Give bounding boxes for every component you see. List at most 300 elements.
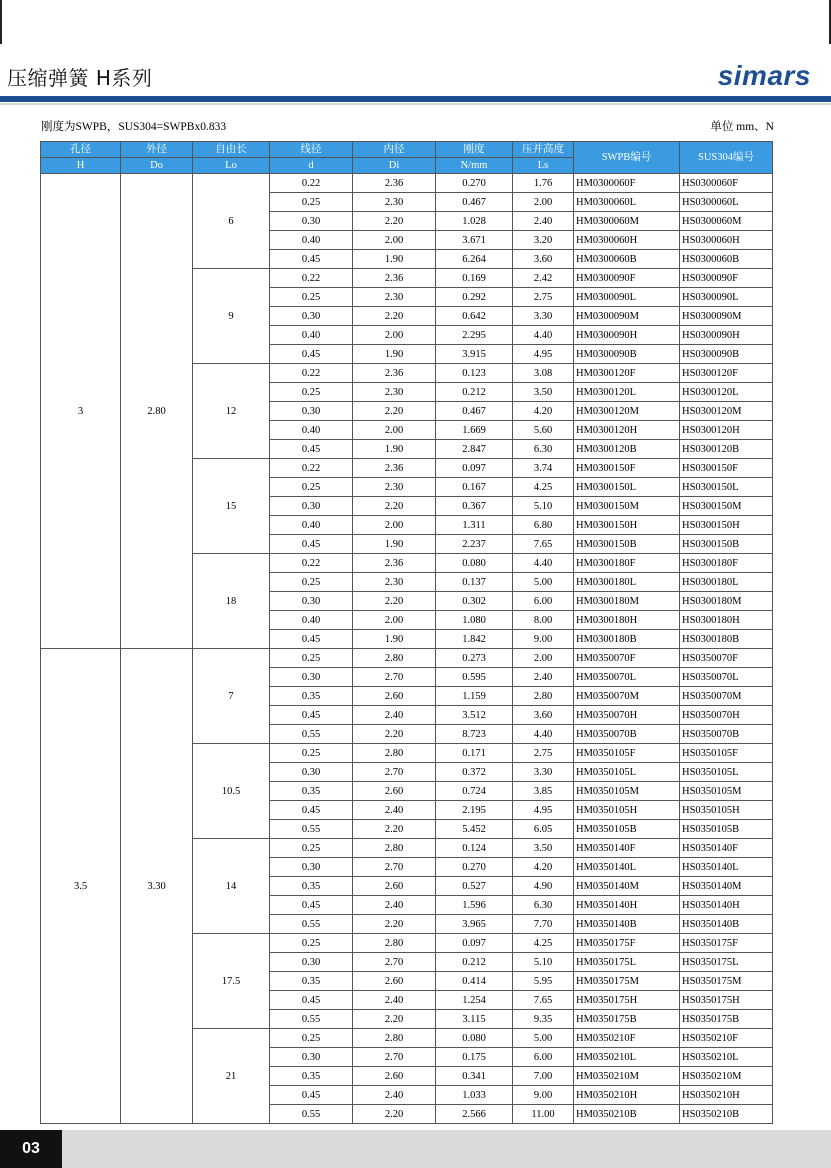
cell-stiffness: 1.159 [436,687,513,706]
cell-swpb-code: HM0300150H [574,516,680,535]
cell-solid-height-ls: 4.25 [513,934,574,953]
cell-inner-di: 2.36 [353,554,436,573]
cell-stiffness: 0.171 [436,744,513,763]
cell-wire-d: 0.35 [270,972,353,991]
cell-stiffness: 0.137 [436,573,513,592]
cell-free-length: 21 [193,1029,270,1124]
cell-swpb-code: HM0350140B [574,915,680,934]
cell-wire-d: 0.25 [270,193,353,212]
cell-sus304-code: HS0350210B [680,1105,773,1124]
cell-stiffness: 0.292 [436,288,513,307]
cell-inner-di: 2.80 [353,744,436,763]
cell-wire-d: 0.25 [270,1029,353,1048]
cell-stiffness: 1.596 [436,896,513,915]
cell-swpb-code: HM0350140L [574,858,680,877]
page-number: 03 [0,1130,62,1168]
cell-wire-d: 0.45 [270,991,353,1010]
cell-sus304-code: HS0350210F [680,1029,773,1048]
cell-swpb-code: HM0300090B [574,345,680,364]
cell-wire-d: 0.22 [270,554,353,573]
header-ls: Ls [513,158,574,174]
cell-sus304-code: HS0300090B [680,345,773,364]
cell-solid-height-ls: 3.30 [513,307,574,326]
cell-inner-di: 2.30 [353,288,436,307]
cell-inner-di: 2.36 [353,364,436,383]
cell-wire-d: 0.45 [270,1086,353,1105]
cell-inner-di: 2.70 [353,763,436,782]
cell-inner-di: 2.70 [353,858,436,877]
cell-inner-di: 1.90 [353,630,436,649]
cell-sus304-code: HS0300090M [680,307,773,326]
cell-inner-di: 2.70 [353,668,436,687]
cell-sus304-code: HS0350105H [680,801,773,820]
cell-wire-d: 0.30 [270,1048,353,1067]
cell-outer-diameter: 2.80 [121,174,193,649]
cell-swpb-code: HM0350105M [574,782,680,801]
cell-swpb-code: HM0350210L [574,1048,680,1067]
cell-stiffness: 0.175 [436,1048,513,1067]
footer-bar [0,1130,831,1168]
cell-stiffness: 0.212 [436,953,513,972]
cell-sus304-code: HS0300150L [680,478,773,497]
cell-inner-di: 2.60 [353,687,436,706]
header-d: d [270,158,353,174]
cell-stiffness: 0.080 [436,554,513,573]
cell-wire-d: 0.25 [270,573,353,592]
cell-inner-di: 2.40 [353,991,436,1010]
cell-solid-height-ls: 4.40 [513,326,574,345]
cell-sus304-code: HS0350210H [680,1086,773,1105]
cell-sus304-code: HS0300150H [680,516,773,535]
cell-solid-height-ls: 4.25 [513,478,574,497]
cell-wire-d: 0.30 [270,763,353,782]
cell-inner-di: 2.80 [353,839,436,858]
cell-solid-height-ls: 4.40 [513,725,574,744]
cell-solid-height-ls: 4.20 [513,858,574,877]
cell-swpb-code: HM0300090M [574,307,680,326]
cell-stiffness: 0.270 [436,174,513,193]
cell-inner-di: 2.36 [353,174,436,193]
cell-wire-d: 0.30 [270,953,353,972]
cell-inner-di: 2.20 [353,915,436,934]
cell-wire-d: 0.45 [270,250,353,269]
cell-solid-height-ls: 3.20 [513,231,574,250]
cell-swpb-code: HM0300120F [574,364,680,383]
cell-sus304-code: HS0300150M [680,497,773,516]
cell-stiffness: 6.264 [436,250,513,269]
cell-stiffness: 0.642 [436,307,513,326]
cell-sus304-code: HS0350140M [680,877,773,896]
cell-hole-diameter: 3 [41,174,121,649]
cell-free-length: 18 [193,554,270,649]
cell-solid-height-ls: 4.40 [513,554,574,573]
cell-solid-height-ls: 2.40 [513,212,574,231]
cell-stiffness: 1.842 [436,630,513,649]
cell-swpb-code: HM0350140M [574,877,680,896]
cell-free-length: 12 [193,364,270,459]
cell-sus304-code: HS0350070H [680,706,773,725]
spring-spec-table [40,141,773,1124]
header-divider [0,96,831,102]
cell-free-length: 17.5 [193,934,270,1029]
cell-stiffness: 3.915 [436,345,513,364]
cell-inner-di: 2.20 [353,212,436,231]
cell-solid-height-ls: 3.85 [513,782,574,801]
cell-stiffness: 0.367 [436,497,513,516]
header-h: H [41,158,121,174]
cell-stiffness: 0.467 [436,402,513,421]
cell-stiffness: 2.566 [436,1105,513,1124]
cell-stiffness: 0.270 [436,858,513,877]
cell-stiffness: 0.169 [436,269,513,288]
table-body [41,174,773,1124]
cell-stiffness: 0.302 [436,592,513,611]
header-do: Do [121,158,193,174]
cell-wire-d: 0.22 [270,364,353,383]
cell-wire-d: 0.25 [270,744,353,763]
cell-stiffness: 0.212 [436,383,513,402]
cell-sus304-code: HS0300090H [680,326,773,345]
cell-stiffness: 0.527 [436,877,513,896]
cell-sus304-code: HS0300090L [680,288,773,307]
cell-solid-height-ls: 5.10 [513,497,574,516]
cell-sus304-code: HS0350070B [680,725,773,744]
cell-inner-di: 2.70 [353,953,436,972]
cell-swpb-code: HM0350210B [574,1105,680,1124]
cell-inner-di: 2.20 [353,725,436,744]
cell-sus304-code: HS0350105L [680,763,773,782]
cell-inner-di: 2.30 [353,193,436,212]
cell-sus304-code: HS0300060M [680,212,773,231]
cell-inner-di: 2.20 [353,1010,436,1029]
cell-inner-di: 2.20 [353,592,436,611]
cell-solid-height-ls: 7.65 [513,535,574,554]
cell-wire-d: 0.40 [270,516,353,535]
cell-inner-di: 2.20 [353,497,436,516]
cell-wire-d: 0.55 [270,725,353,744]
cell-swpb-code: HM0300180B [574,630,680,649]
cell-solid-height-ls: 6.30 [513,896,574,915]
table-row [41,649,773,668]
cell-swpb-code: HM0300180F [574,554,680,573]
cell-stiffness: 2.195 [436,801,513,820]
cell-stiffness: 0.595 [436,668,513,687]
cell-stiffness: 5.452 [436,820,513,839]
cell-wire-d: 0.30 [270,858,353,877]
header-outer-diameter: 外径 [121,142,193,158]
cell-solid-height-ls: 6.05 [513,820,574,839]
cell-swpb-code: HM0350070F [574,649,680,668]
cell-inner-di: 2.00 [353,516,436,535]
cell-sus304-code: HS0350210M [680,1067,773,1086]
cell-solid-height-ls: 1.76 [513,174,574,193]
cell-sus304-code: HS0300120H [680,421,773,440]
cell-inner-di: 1.90 [353,250,436,269]
cell-sus304-code: HS0300180B [680,630,773,649]
cell-wire-d: 0.30 [270,497,353,516]
cell-stiffness: 0.080 [436,1029,513,1048]
cell-stiffness: 0.724 [436,782,513,801]
cell-swpb-code: HM0350175M [574,972,680,991]
cell-inner-di: 2.60 [353,972,436,991]
cell-swpb-code: HM0350070B [574,725,680,744]
cell-stiffness: 8.723 [436,725,513,744]
cell-sus304-code: HS0300150F [680,459,773,478]
cell-wire-d: 0.40 [270,326,353,345]
cell-inner-di: 1.90 [353,535,436,554]
cell-swpb-code: HM0350140F [574,839,680,858]
cell-stiffness: 1.311 [436,516,513,535]
cell-stiffness: 2.847 [436,440,513,459]
cell-swpb-code: HM0300150L [574,478,680,497]
cell-solid-height-ls: 3.50 [513,383,574,402]
cell-swpb-code: HM0350175F [574,934,680,953]
cell-wire-d: 0.25 [270,934,353,953]
cell-solid-height-ls: 9.00 [513,630,574,649]
cell-inner-di: 2.80 [353,934,436,953]
cell-free-length: 10.5 [193,744,270,839]
cell-solid-height-ls: 4.20 [513,402,574,421]
cell-wire-d: 0.55 [270,1105,353,1124]
cell-free-length: 15 [193,459,270,554]
cell-sus304-code: HS0350070M [680,687,773,706]
cell-swpb-code: HM0300090H [574,326,680,345]
cell-wire-d: 0.45 [270,896,353,915]
cell-wire-d: 0.25 [270,839,353,858]
cell-solid-height-ls: 5.60 [513,421,574,440]
cell-swpb-code: HM0350140H [574,896,680,915]
cell-sus304-code: HS0300180F [680,554,773,573]
cell-sus304-code: HS0300180H [680,611,773,630]
cell-inner-di: 2.80 [353,649,436,668]
cell-inner-di: 2.36 [353,459,436,478]
table-header-row-top [41,142,773,158]
cell-free-length: 14 [193,839,270,934]
cell-wire-d: 0.40 [270,611,353,630]
cell-wire-d: 0.35 [270,877,353,896]
cell-inner-di: 2.30 [353,573,436,592]
cell-sus304-code: HS0300120M [680,402,773,421]
cell-swpb-code: HM0300180M [574,592,680,611]
brand-logo: simars [717,60,811,91]
cell-sus304-code: HS0300120B [680,440,773,459]
cell-sus304-code: HS0350140B [680,915,773,934]
cell-swpb-code: HM0350210M [574,1067,680,1086]
cell-wire-d: 0.25 [270,383,353,402]
cell-wire-d: 0.40 [270,421,353,440]
cell-stiffness: 0.124 [436,839,513,858]
cell-inner-di: 2.20 [353,820,436,839]
cell-sus304-code: HS0350140H [680,896,773,915]
cell-sus304-code: HS0350175H [680,991,773,1010]
cell-inner-di: 2.00 [353,421,436,440]
cell-swpb-code: HM0300150F [574,459,680,478]
cell-swpb-code: HM0300120M [574,402,680,421]
cell-sus304-code: HS0350070L [680,668,773,687]
cell-wire-d: 0.45 [270,801,353,820]
cell-solid-height-ls: 3.74 [513,459,574,478]
cell-solid-height-ls: 4.90 [513,877,574,896]
cell-swpb-code: HM0350070M [574,687,680,706]
cell-wire-d: 0.40 [270,231,353,250]
cell-swpb-code: HM0300060M [574,212,680,231]
cell-swpb-code: HM0300120H [574,421,680,440]
cell-stiffness: 0.167 [436,478,513,497]
cell-free-length: 6 [193,174,270,269]
cell-swpb-code: HM0300090F [574,269,680,288]
cell-outer-diameter: 3.30 [121,649,193,1124]
header-hole-diameter: 孔径 [41,142,121,158]
cell-solid-height-ls: 5.95 [513,972,574,991]
cell-swpb-code: HM0300060L [574,193,680,212]
cell-inner-di: 2.40 [353,801,436,820]
cell-sus304-code: HS0300180M [680,592,773,611]
cell-inner-di: 2.70 [353,1048,436,1067]
cell-inner-di: 2.60 [353,1067,436,1086]
units-note: 单位 mm、N [710,121,774,133]
cell-swpb-code: HM0300150B [574,535,680,554]
page-title: 压缩弹簧 H系列 [7,66,153,90]
cell-swpb-code: HM0350210F [574,1029,680,1048]
cell-wire-d: 0.35 [270,782,353,801]
cell-stiffness: 0.097 [436,459,513,478]
cell-sus304-code: HS0350105B [680,820,773,839]
cell-solid-height-ls: 6.80 [513,516,574,535]
cell-inner-di: 2.00 [353,326,436,345]
cell-wire-d: 0.45 [270,706,353,725]
cell-sus304-code: HS0350175F [680,934,773,953]
cell-stiffness: 0.341 [436,1067,513,1086]
cell-swpb-code: HM0300180L [574,573,680,592]
cell-wire-d: 0.22 [270,459,353,478]
cell-sus304-code: HS0350140L [680,858,773,877]
cell-wire-d: 0.25 [270,649,353,668]
cell-swpb-code: HM0350070H [574,706,680,725]
cell-solid-height-ls: 3.30 [513,763,574,782]
cell-sus304-code: HS0300060H [680,231,773,250]
cell-wire-d: 0.25 [270,478,353,497]
cell-wire-d: 0.55 [270,915,353,934]
cell-sus304-code: HS0350175B [680,1010,773,1029]
cell-solid-height-ls: 2.00 [513,649,574,668]
cell-solid-height-ls: 6.00 [513,592,574,611]
header-swpb-code: SWPB编号 [574,142,680,174]
cell-swpb-code: HM0300150M [574,497,680,516]
cell-swpb-code: HM0350070L [574,668,680,687]
cell-solid-height-ls: 4.95 [513,801,574,820]
cell-solid-height-ls: 9.00 [513,1086,574,1105]
cell-sus304-code: HS0300120F [680,364,773,383]
cell-inner-di: 2.20 [353,402,436,421]
header-wire-diameter: 线径 [270,142,353,158]
cell-stiffness: 1.254 [436,991,513,1010]
cell-inner-di: 2.00 [353,611,436,630]
cell-stiffness: 0.414 [436,972,513,991]
cell-swpb-code: HM0300090L [574,288,680,307]
cell-stiffness: 1.033 [436,1086,513,1105]
cell-inner-di: 1.90 [353,345,436,364]
cell-stiffness: 3.671 [436,231,513,250]
cell-inner-di: 2.60 [353,782,436,801]
cell-inner-di: 1.90 [353,440,436,459]
cell-wire-d: 0.22 [270,269,353,288]
cell-stiffness: 3.512 [436,706,513,725]
cell-wire-d: 0.30 [270,402,353,421]
cell-solid-height-ls: 2.75 [513,744,574,763]
cell-solid-height-ls: 7.70 [513,915,574,934]
header-di: Di [353,158,436,174]
cell-solid-height-ls: 11.00 [513,1105,574,1124]
cell-wire-d: 0.45 [270,630,353,649]
cell-stiffness: 3.115 [436,1010,513,1029]
cell-sus304-code: HS0300060F [680,174,773,193]
cell-swpb-code: HM0350105B [574,820,680,839]
cell-wire-d: 0.30 [270,307,353,326]
cell-inner-di: 2.20 [353,307,436,326]
cell-wire-d: 0.25 [270,288,353,307]
header-divider-thin [0,103,831,105]
cell-stiffness: 2.237 [436,535,513,554]
cell-solid-height-ls: 3.60 [513,250,574,269]
cell-swpb-code: HM0300060H [574,231,680,250]
cell-solid-height-ls: 8.00 [513,611,574,630]
cell-wire-d: 0.45 [270,535,353,554]
cell-wire-d: 0.30 [270,212,353,231]
cell-solid-height-ls: 2.80 [513,687,574,706]
cell-wire-d: 0.22 [270,174,353,193]
stiffness-note: 刚度为SWPB，SUS304=SWPBx0.833 [41,121,227,133]
cell-sus304-code: HS0300180L [680,573,773,592]
cell-sus304-code: HS0350105F [680,744,773,763]
header-lo: Lo [193,158,270,174]
header-solid-height: 压并高度 [513,142,574,158]
cell-wire-d: 0.35 [270,687,353,706]
cell-sus304-code: HS0300090F [680,269,773,288]
header-free-length: 自由长 [193,142,270,158]
cell-stiffness: 1.669 [436,421,513,440]
table-row [41,174,773,193]
cell-swpb-code: HM0350210H [574,1086,680,1105]
cell-solid-height-ls: 6.00 [513,1048,574,1067]
cell-swpb-code: HM0300060F [574,174,680,193]
header-inner-diameter: 内径 [353,142,436,158]
cell-stiffness: 1.080 [436,611,513,630]
cell-wire-d: 0.30 [270,668,353,687]
cell-solid-height-ls: 3.50 [513,839,574,858]
cell-inner-di: 2.36 [353,269,436,288]
cell-inner-di: 2.30 [353,383,436,402]
cell-swpb-code: HM0350105H [574,801,680,820]
cell-swpb-code: HM0350175B [574,1010,680,1029]
cell-stiffness: 0.467 [436,193,513,212]
header-nmm: N/mm [436,158,513,174]
cell-stiffness: 3.965 [436,915,513,934]
cell-sus304-code: HS0350105M [680,782,773,801]
cell-solid-height-ls: 2.42 [513,269,574,288]
cell-sus304-code: HS0350070F [680,649,773,668]
cell-solid-height-ls: 7.65 [513,991,574,1010]
cell-solid-height-ls: 5.00 [513,573,574,592]
cell-swpb-code: HM0300120B [574,440,680,459]
cell-inner-di: 2.80 [353,1029,436,1048]
cell-wire-d: 0.45 [270,440,353,459]
cell-inner-di: 2.40 [353,896,436,915]
cell-sus304-code: HS0300150B [680,535,773,554]
cell-stiffness: 0.372 [436,763,513,782]
cell-swpb-code: HM0350175H [574,991,680,1010]
cell-swpb-code: HM0350105L [574,763,680,782]
cell-stiffness: 0.123 [436,364,513,383]
